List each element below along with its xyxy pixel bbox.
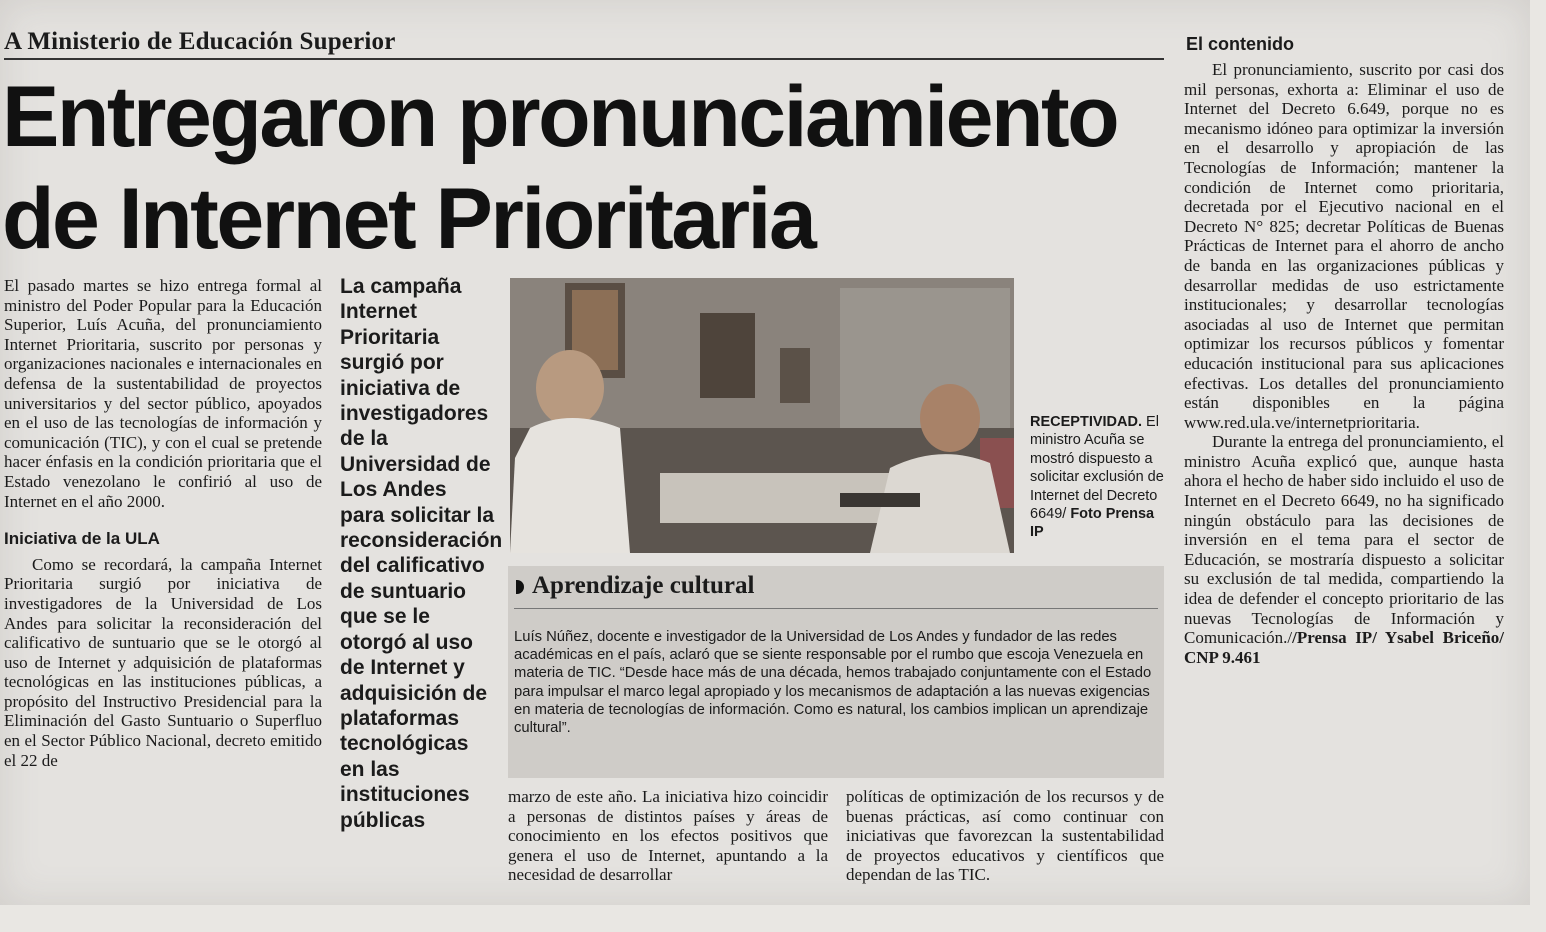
pull-quote: La campaña Internet Prioritaria surgió por iniciativa de investigadores de la Universidad de Los Andes para solicitar la reconsideración del calificativo de suntuario que se le otorgó al uso de Internet y adquisición de plataformas tecnológicas en las instituciones públicas xyxy=(340,275,503,832)
column-4: políticas de optimización de los recursos y de buenas prácticas, así como continuar con iniciativas que favorezcan la sustentabilidad de proyectos educativos y científicos que dependan de las TIC. xyxy=(846,787,1164,885)
sidebar-box xyxy=(508,566,1164,778)
acuna-text: Durante la entrega del pronunciamiento, el ministro Acuña explicó que, aunque hasta ahora el hecho de haber sido incluido el uso de Internet en el Decreto 6649, no ha significado ningún obstáculo para las decisiones de inversión en el tema para el sector de Educación, se mostraría dispuesto a solicitar su exclusión de tal medida, compartiendo la idea de defender el concepto prioritario de las nuevas Tecnologías de Información y Comunicación./ xyxy=(1184,432,1504,648)
ula-paragraph: Como se recordará, la campaña Internet Prioritaria surgió por iniciativa de investigadores de la Universidad de Los Andes para solicitar la reconsideración del calificativo de suntuario que se le otorgó al uso de Internet y adquisición de plataformas tecnológicas en las instituciones públicas, a propósito del Instructivo Presidencial para la Eliminación del Gasto Suntuario o Superfluo en el Sector Público Nacional, decreto emitido el 22 de xyxy=(4,554,322,770)
subhead-contenido: El contenido xyxy=(1186,34,1294,54)
caption-lead: RECEPTIVIDAD. xyxy=(1030,414,1142,430)
sidebar-title-wrap xyxy=(516,572,754,600)
column-1 xyxy=(4,276,322,770)
news-photo xyxy=(510,278,1014,553)
sidebar-text: Luís Núñez, docente e investigador de la Universidad de Los Andes y fundador de las redes académicas en el país, aclaró que se siente responsable por el rumbo que escoja Venezuela en materia de TIC. “Desde hace más de una década, hemos trabajado conjuntamente con el Estado para impulsar el marco legal apropiado y los mecanismos de adaptación a las nuevas exigencias en materia de tecnologías de información. Como es natural, los cambios implican un aprendizaje cultural”. xyxy=(514,629,1152,737)
photo-credit: Foto Prensa IP xyxy=(1030,506,1155,541)
byline-signature: /Prensa IP/ Ysabel Briceño/ CNP 9.461 xyxy=(1184,628,1504,667)
column-5 xyxy=(1184,60,1504,667)
header-rule xyxy=(4,58,1164,60)
intro-paragraph: El pasado martes se hizo entrega formal al ministro del Poder Popular para la Educación Superior, Luís Acuña, del pronunciamiento Internet Prioritaria, suscrito por personas y organizaciones nacionales e internacionales en defensa de la sustentabilidad de proyectos universitarios y del sector público, apoyados en el uso de las tecnologías de información y comunicación (TIC), y con el cual se pretende hacer énfasis en la condición prioritaria que el Estado venezolano le confirió al uso de Internet en el año 2000. xyxy=(4,276,322,511)
sidebar-rule xyxy=(514,608,1158,609)
photo-caption xyxy=(1030,413,1165,542)
contenido-paragraph: El pronunciamiento, suscrito por casi dos mil personas, exhorta a: Eliminar el uso de Internet del Decreto 6.649, porque no es mecanismo idóneo para optimizar la inversión en el desarrollo y apropiación de las Tecnologías de Información; mantener la condición de Internet como prioritaria, decretada por el Ejecutivo nacional en el Decreto N° 825; decretar Políticas de Buenas Prácticas de Internet para el ahorro de ancho de banda en las organizaciones públicas y desarrollar medidas de uso estrictamente institucionales; y desarrollar tecnologías asociadas al uso de Internet que permitan optimizar los recursos públicos y fomentar educación institucional para sus aplicaciones efectivas. Los detalles del pronunciamiento están disponibles en la página www.red.ula.ve/internetprioritaria. xyxy=(1184,60,1504,432)
sidebar-title: Aprendizaje cultural xyxy=(532,572,755,599)
caption-text: El ministro Acuña se mostró dispuesto a solicitar exclusión de Internet del Decreto 6649/ xyxy=(1030,414,1164,523)
bullet-marker-icon xyxy=(516,580,524,594)
acuna-paragraph xyxy=(1184,432,1504,667)
headline: Entregaron pronunciamiento de Internet Prioritaria xyxy=(2,69,1118,267)
photo-ministers-meeting xyxy=(510,278,1014,553)
subhead-ula: Iniciativa de la ULA xyxy=(4,529,160,549)
section-label: A Ministerio de Educación Superior xyxy=(4,28,396,55)
column-3: marzo de este año. La iniciativa hizo coincidir a personas de distintos países y áreas de conocimiento en los efectos positivos que genera el uso de Internet, apuntando a la necesidad de desarrollar xyxy=(508,787,828,885)
